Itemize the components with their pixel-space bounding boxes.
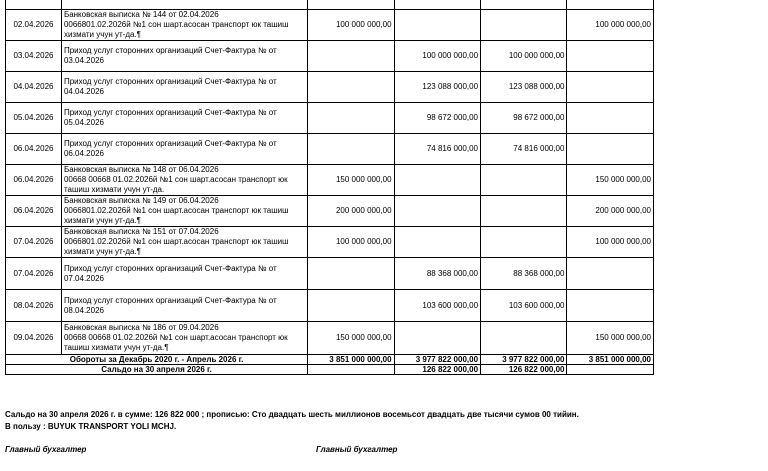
row-debit1: 150 000 000,00 — [308, 322, 394, 355]
row-credit2: 100 000 000,00 — [567, 10, 654, 41]
favor-statement: В пользу : BUYUK TRANSPORT YOLI MCHJ. — [5, 422, 177, 431]
row-debit2 — [481, 227, 567, 258]
row-credit1: 123 088 000,00 — [394, 72, 480, 103]
row-credit2: 150 000 000,00 — [567, 165, 654, 196]
row-credit1 — [394, 322, 480, 355]
description-line: Приход услуг сторонних организаций Счет-Фактура № от — [63, 46, 277, 55]
table-row — [6, 10, 654, 41]
row-description — [61, 196, 307, 227]
row-credit2: 200 000 000,00 — [567, 196, 654, 227]
row-date: 07.04.2026 — [6, 258, 62, 290]
row-debit2 — [481, 0, 567, 10]
row-debit1 — [308, 0, 394, 10]
table-row — [6, 72, 654, 103]
description-line: 0066801.02.2026й №1 сон шарт.асосан транспорт юк ташиш — [63, 20, 289, 29]
row-debit2: 88 368 000,00 — [481, 258, 567, 290]
row-debit2: 100 000 000,00 — [481, 41, 567, 72]
saldo-statement: Сальдо на 30 апреля 2026 г. в сумме: 126 822 000 ; прописью: Сто двадцать шесть миллионов восемьсот двадцать две тысячи сумов 00 тийин. — [5, 410, 579, 419]
description-line: 08.04.2026 — [63, 305, 104, 315]
accountant-right-label: Главный бухгалтер — [316, 445, 398, 454]
row-credit2 — [567, 41, 654, 72]
row-debit1 — [308, 134, 394, 165]
row-credit1: 88 368 000,00 — [394, 258, 480, 290]
row-credit1: 103 600 000,00 — [394, 290, 480, 322]
row-credit2 — [567, 72, 654, 103]
table-row — [6, 103, 654, 134]
description-line: 00668 00668 01.02.2026й №1 сон шарт.асосан транспорт юк — [63, 333, 288, 342]
table-row — [6, 165, 654, 196]
description-line: 03.04.2026 — [63, 56, 104, 65]
description-line: 07.04.2026 — [63, 273, 104, 283]
description-line: Приход услуг сторонних организаций Счет-Фактура № от — [63, 139, 277, 148]
row-credit1 — [394, 227, 480, 258]
description-line: 05.04.2026 — [63, 118, 104, 127]
row-credit1 — [394, 10, 480, 41]
totals-credit1: 3 977 822 000,00 — [394, 355, 480, 365]
row-date — [6, 0, 62, 10]
description-line: Банковская выписка № 144 от 02.04.2026 — [63, 10, 219, 19]
row-credit2 — [567, 258, 654, 290]
description-line: хизмати учун ут-да.¶ — [63, 30, 141, 39]
row-debit1 — [308, 103, 394, 134]
totals-credit2: 3 851 000 000,00 — [567, 355, 654, 365]
table-row — [6, 41, 654, 72]
row-debit1 — [308, 72, 394, 103]
row-debit1: 150 000 000,00 — [308, 165, 394, 196]
table-row — [6, 134, 654, 165]
row-credit1: 98 672 000,00 — [394, 103, 480, 134]
row-date: 09.04.2026 — [6, 322, 62, 355]
totals-debit2: 3 977 822 000,00 — [481, 355, 567, 365]
description-line: ташиш хизмати учун ут-да. — [63, 185, 165, 194]
row-date: 04.04.2026 — [6, 72, 62, 103]
description-line: Приход услуг сторонних организаций Счет-Фактура № от — [63, 77, 277, 86]
description-line: Приход услуг сторонних организаций Счет-Фактура № от — [63, 108, 277, 117]
row-date: 08.04.2026 — [6, 290, 62, 322]
row-description — [61, 0, 307, 10]
table-row — [6, 196, 654, 227]
row-debit2: 103 600 000,00 — [481, 290, 567, 322]
row-credit2 — [567, 290, 654, 322]
row-debit1: 200 000 000,00 — [308, 196, 394, 227]
row-credit1 — [394, 165, 480, 196]
description-line: 0066801.02.2026й №1 сон шарт.асосан транспорт юк ташиш — [63, 237, 289, 246]
row-credit2 — [567, 0, 654, 10]
table-row — [6, 227, 654, 258]
description-line: ташиш хизмати учун ут-да.¶ — [63, 343, 169, 352]
row-credit1 — [394, 0, 480, 10]
row-date: 06.04.2026 — [6, 196, 62, 227]
row-debit1: 100 000 000,00 — [308, 227, 394, 258]
row-debit2: 74 816 000,00 — [481, 134, 567, 165]
row-description — [61, 258, 307, 290]
row-date: 06.04.2026 — [6, 134, 62, 165]
reconciliation-table — [5, 0, 654, 375]
row-description — [61, 165, 307, 196]
row-description — [61, 322, 307, 355]
description-line: 00668 00668 01.02.2026й №1 сон шарт.асосан транспорт юк — [63, 175, 288, 184]
row-date: 05.04.2026 — [6, 103, 62, 134]
description-line: 06.04.2026 — [63, 149, 104, 158]
table-row — [6, 258, 654, 290]
row-debit2 — [481, 10, 567, 41]
description-line: хизмати учун ут-да.¶ — [63, 216, 141, 225]
row-date: 03.04.2026 — [6, 41, 62, 72]
description-line: Банковская выписка № 148 от 06.04.2026 — [63, 165, 219, 174]
row-debit2 — [481, 196, 567, 227]
row-debit2 — [481, 165, 567, 196]
row-debit2 — [481, 322, 567, 355]
saldo-debit1 — [308, 365, 394, 375]
table-row — [6, 322, 654, 355]
saldo-credit1: 126 822 000,00 — [394, 365, 480, 375]
row-credit1 — [394, 196, 480, 227]
row-description — [61, 134, 307, 165]
totals-debit1: 3 851 000 000,00 — [308, 355, 394, 365]
description-line: Банковская выписка № 186 от 09.04.2026 — [63, 323, 219, 332]
row-description — [61, 290, 307, 322]
row-description — [61, 72, 307, 103]
row-debit1: 100 000 000,00 — [308, 10, 394, 41]
table-row — [6, 290, 654, 322]
row-credit2 — [567, 103, 654, 134]
description-line: Приход услуг сторонних организаций Счет-Фактура № от — [63, 295, 277, 305]
row-description — [61, 10, 307, 41]
saldo-credit2 — [567, 365, 654, 375]
accountant-left-label: Главный бухгалтер — [5, 445, 87, 454]
totals-row — [6, 355, 654, 365]
description-line: Банковская выписка № 149 от 06.04.2026 — [63, 196, 219, 205]
row-debit2: 98 672 000,00 — [481, 103, 567, 134]
description-line: Приход услуг сторонних организаций Счет-Фактура № от — [63, 263, 277, 273]
row-debit1 — [308, 41, 394, 72]
row-description — [61, 41, 307, 72]
description-line: 0066801.02.2026й №1 сон шарт.асосан транспорт юк ташиш — [63, 206, 289, 215]
row-date: 06.04.2026 — [6, 165, 62, 196]
description-line: Банковская выписка № 151 от 07.04.2026 — [63, 227, 219, 236]
saldo-debit2: 126 822 000,00 — [481, 365, 567, 375]
saldo-row — [6, 365, 654, 375]
row-debit1 — [308, 258, 394, 290]
row-date: 07.04.2026 — [6, 227, 62, 258]
row-description — [61, 227, 307, 258]
row-credit1: 74 816 000,00 — [394, 134, 480, 165]
row-credit1: 100 000 000,00 — [394, 41, 480, 72]
row-date: 02.04.2026 — [6, 10, 62, 41]
totals-label: Обороты за Декабрь 2020 г. - Апрель 2026 г. — [6, 355, 308, 365]
saldo-label: Сальдо на 30 апреля 2026 г. — [6, 365, 308, 375]
row-debit2: 123 088 000,00 — [481, 72, 567, 103]
row-description — [61, 103, 307, 134]
row-credit2: 150 000 000,00 — [567, 322, 654, 355]
description-line: 04.04.2026 — [63, 87, 104, 96]
row-credit2 — [567, 134, 654, 165]
table-row — [6, 0, 654, 10]
row-credit2: 100 000 000,00 — [567, 227, 654, 258]
row-debit1 — [308, 290, 394, 322]
description-line: хизмати учун ут-да.¶ — [63, 247, 141, 256]
